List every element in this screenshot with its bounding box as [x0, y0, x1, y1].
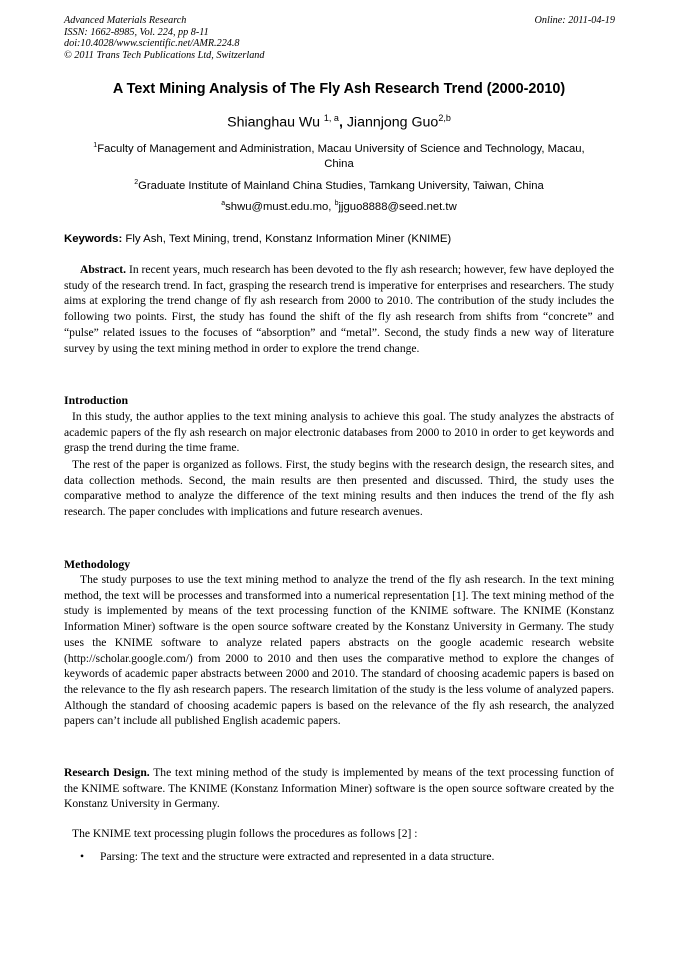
keywords — [64, 233, 451, 245]
research-design-text: The text mining method of the study is implemented by means of the text processing function of the KNIME software. The KNIME (Konstanz Information Miner) software is the open source software created by the Konstanz University in Germany. — [64, 766, 615, 811]
author-1-affil: 1, a — [323, 113, 339, 123]
abstract-label: Abstract. — [80, 263, 127, 276]
abstract-text: In recent years, much research has been devoted to the fly ash research; however, few have deployed the study of the research trend. In fact, grasping the research trend is imperative for enterprises and researchers. The study aims at exploring the trend change of fly ash research from 2000 to 2010. The contribution of the study includes the following two points. First, the study has found the shift of the fly ash research from shifts from “concrete” and “pulse” related issues to the focuses of “absorption” and “metal”. Second, the study finds a new way of literature survey by using the text mining method in order to explore the trend change. — [64, 263, 614, 355]
author-separator: , — [338, 114, 347, 131]
affiliation-2 — [64, 175, 614, 194]
methodology-paragraph: The study purposes to use the text mining method to analyze the trend of the fly ash research. In the text mining method, the text will be processes and transformed into a numerical representation [1]. The text mining method of the study is implemented by means of the text processing function of the KNIME software. The KNIME (Konstanz Information Miner) software is the open source software created by the Konstanz University in Germany. The study uses the KNIME software to analyze related papers abstracts on the google academic research website (http://scholar.google.com/) from 2000 to 2010 and then uses the comparative method to explore the changes of keywords of academic paper abstracts between 2000 and 2010. The standard of choosing academic papers is based on the relevance to the fly ash research papers. The research limitation of the study is the less volume of analyzed papers. Although the standard of choosing academic papers is based on the relevance of the fly ash research, the analyzed papers can’t include all published English academic papers. — [64, 573, 614, 728]
introduction-heading: Introduction — [64, 393, 129, 407]
abstract — [64, 262, 614, 356]
research-design-label: Research Design. — [64, 766, 150, 779]
email-line — [64, 196, 614, 215]
email-b-marker: b — [334, 200, 339, 207]
affiliation-1-line2: China — [324, 157, 354, 170]
knime-procedure-intro: The KNIME text processing plugin follows the procedures as follows [2] : — [72, 827, 418, 840]
affiliation-2-marker: 2 — [134, 179, 139, 186]
affiliation-1 — [64, 138, 614, 172]
introduction-paragraph-1: In this study, the author applies to the text mining analysis to achieve this goal. The study analyzes the abstracts of academic papers of the fly ash research on major electronic databases from 2000 to 2010 in order to get keywords and grasp the trend during the time frame. — [64, 410, 614, 455]
author-1: Shianghau Wu — [227, 114, 320, 131]
bullet-icon: • — [80, 850, 85, 863]
list-item-text: Parsing: The text and the structure were extracted and represented in a data structure. — [100, 850, 495, 863]
list-item — [80, 850, 494, 863]
introduction-paragraph-2: The rest of the paper is organized as follows. First, the study begins with the research design, the research sites, and data collection methods. Second, the main results are then presented and discussed. Third, the study uses the comparative method to analyze the difference of the text mining results and then induces the trend of the fly ash research. The paper concludes with implications and future research avenues. — [64, 458, 614, 519]
author-2: Jiannjong Guo — [346, 114, 439, 131]
affiliation-1-marker: 1 — [93, 142, 98, 149]
keywords-label: Keywords: — [64, 233, 123, 245]
keywords-text: Fly Ash, Text Mining, trend, Konstanz Information Miner (KNIME) — [122, 233, 452, 245]
methodology-heading: Methodology — [64, 557, 131, 571]
journal-name: Advanced Materials Research — [64, 15, 187, 26]
paper-title: A Text Mining Analysis of The Fly Ash Research Trend (2000-2010) — [112, 81, 566, 97]
email-a-marker: a — [221, 200, 226, 207]
research-design-paragraph — [64, 765, 614, 812]
copyright: © 2011 Trans Tech Publications Ltd, Switzerland — [64, 49, 265, 61]
email-b: jjguo8888@seed.net.tw — [338, 200, 457, 213]
author-line — [0, 113, 678, 131]
affiliation-1-line1: Faculty of Management and Administration, Macau University of Science and Technology, Macau, — [97, 142, 585, 155]
affiliation-2-text: Graduate Institute of Mainland China Studies, Tamkang University, Taiwan, China — [138, 179, 544, 192]
author-2-affil: 2,b — [438, 113, 451, 123]
online-date: Online: 2011-04-19 — [534, 15, 615, 26]
doi: doi:10.4028/www.scientific.net/AMR.224.8 — [64, 38, 240, 49]
journal-header — [64, 15, 264, 61]
email-a: shwu@must.edu.mo, — [225, 200, 335, 213]
issn: ISSN: 1662-8985, Vol. 224, pp 8-11 — [64, 26, 209, 38]
